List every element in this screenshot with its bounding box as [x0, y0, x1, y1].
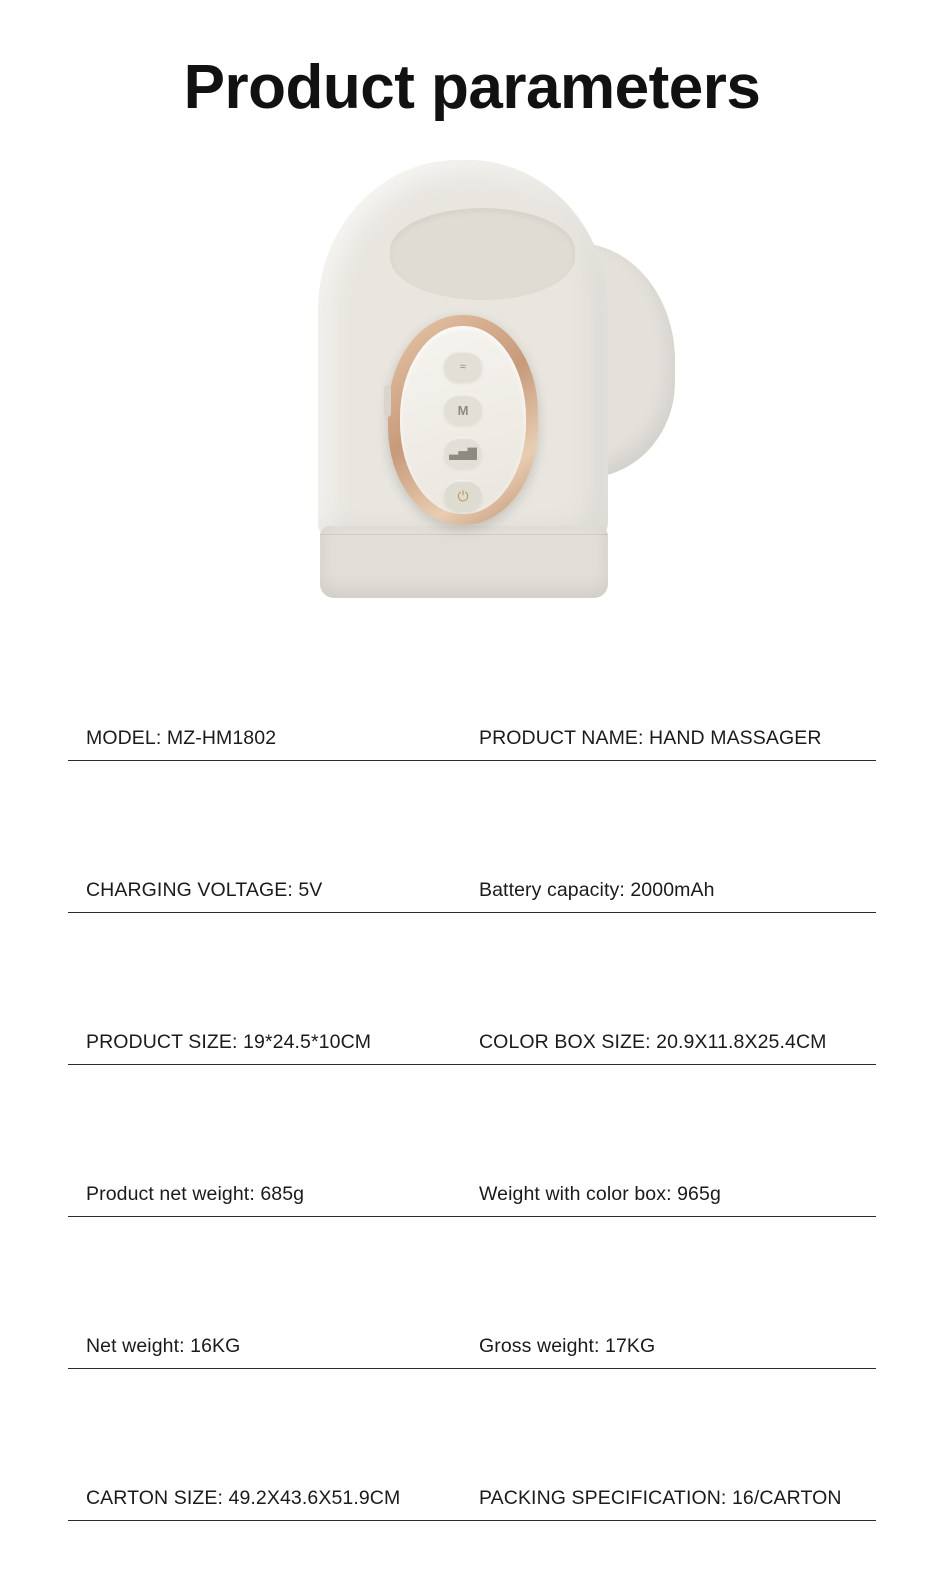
power-button[interactable] [443, 480, 483, 512]
spec-gross-weight: Gross weight: 17KG [479, 1335, 656, 1357]
spec-packing-specification: PACKING SPECIFICATION: 16/CARTON [479, 1487, 842, 1509]
spec-carton-size: CARTON SIZE: 49.2X43.6X51.9CM [86, 1487, 401, 1509]
table-row [68, 690, 876, 761]
control-panel [400, 326, 526, 514]
specifications-table [68, 690, 876, 1521]
mitt-top-pad [390, 208, 575, 300]
spec-product-net-weight: Product net weight: 685g [86, 1183, 305, 1205]
control-module [388, 315, 538, 525]
spec-battery-capacity: Battery capacity: 2000mAh [479, 879, 715, 901]
table-row [68, 1065, 876, 1217]
power-icon: ⏻ [457, 487, 469, 504]
spec-weight-with-color-box: Weight with color box: 965g [479, 1183, 721, 1205]
table-row [68, 1369, 876, 1521]
mitt-cuff [320, 526, 608, 598]
heat-button[interactable] [443, 351, 483, 383]
mode-button[interactable] [443, 394, 483, 426]
spec-net-weight: Net weight: 16KG [86, 1335, 241, 1357]
side-button [384, 385, 391, 417]
table-row [68, 1217, 876, 1369]
table-row [68, 761, 876, 913]
spec-product-size: PRODUCT SIZE: 19*24.5*10CM [86, 1031, 372, 1053]
spec-model: MODEL: MZ-HM1802 [86, 727, 277, 749]
table-row [68, 913, 876, 1065]
hand-massager-illustration [300, 148, 670, 618]
heat-icon: ≈ [459, 361, 467, 374]
spec-product-name: PRODUCT NAME: HAND MASSAGER [479, 727, 822, 749]
page-title: Product parameters [183, 53, 761, 122]
level-button[interactable] [443, 437, 483, 469]
product-image [0, 138, 944, 638]
spec-color-box-size: COLOR BOX SIZE: 20.9X11.8X25.4CM [479, 1031, 827, 1053]
mode-icon: M [457, 402, 469, 418]
spec-charging-voltage: CHARGING VOLTAGE: 5V [86, 879, 323, 901]
level-icon: ▃▅▇ [449, 446, 477, 461]
